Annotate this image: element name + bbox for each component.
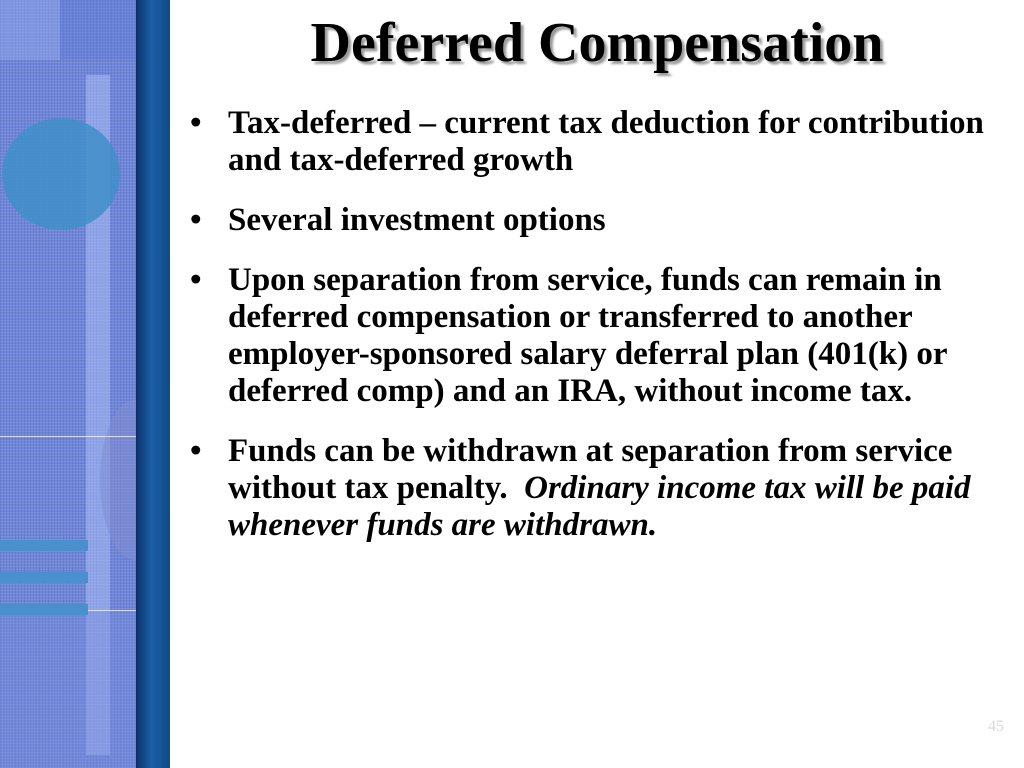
panel-stripe bbox=[0, 572, 88, 583]
bullet-item bbox=[190, 105, 1010, 179]
bullet-item bbox=[190, 202, 1010, 239]
panel-stripe bbox=[0, 540, 88, 551]
panel-divider-line bbox=[0, 436, 136, 437]
bullet-list bbox=[190, 105, 1010, 567]
bullet-item bbox=[190, 433, 1010, 544]
bullet-text: Several investment options bbox=[228, 202, 606, 238]
bullet-text: Tax-deferred – current tax deduction for contribution and tax-deferred growth bbox=[228, 105, 984, 178]
panel-circle bbox=[2, 118, 120, 230]
panel-block-bottom bbox=[0, 610, 136, 768]
bullet-item bbox=[190, 262, 1010, 410]
bullet-italic-text: Ordinary income tax will be paid whenever funds are withdrawn. bbox=[228, 470, 971, 543]
panel-block-top-right bbox=[60, 0, 136, 60]
slide-title: Deferred Compensation bbox=[310, 12, 884, 74]
accent-vertical-bar bbox=[136, 0, 170, 768]
bullet-text: Upon separation from service, funds can remain in deferred compensation or transferred to another employer-sponsored salary deferral plan (401(k) or deferred comp) and an IRA, without income tax. bbox=[228, 262, 947, 409]
page-number: 45 bbox=[988, 718, 1004, 735]
bullet-marker: • bbox=[190, 433, 202, 469]
bullet-text: Funds can be withdrawn at separation from service without tax penalty. bbox=[228, 433, 953, 506]
bullet-marker: • bbox=[190, 202, 202, 238]
bullet-marker: • bbox=[190, 105, 202, 141]
bullet-marker: • bbox=[190, 262, 202, 298]
panel-block-top-left bbox=[0, 0, 60, 60]
panel-stripe bbox=[0, 604, 88, 615]
decorative-side-panel bbox=[0, 0, 136, 768]
